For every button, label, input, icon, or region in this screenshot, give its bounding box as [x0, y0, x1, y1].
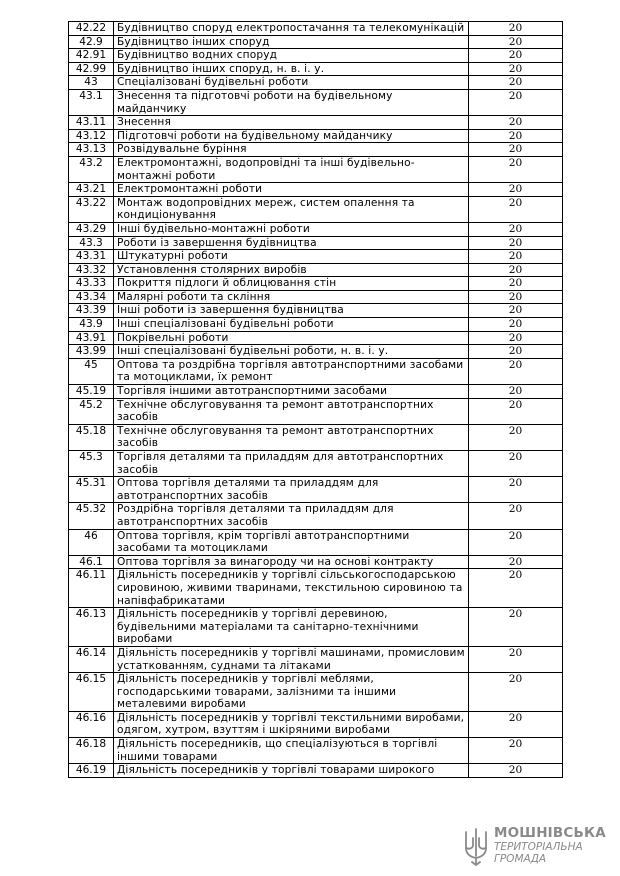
- table-row: [69, 555, 563, 569]
- activity-name-cell: Електромонтажні, водопровідні та інші будівельно-монтажні роботи: [114, 156, 469, 182]
- kved-code-cell: 43.3: [69, 236, 114, 250]
- table-row: [69, 385, 563, 399]
- activity-name-cell: Інші спеціалізовані будівельні роботи, н. в. і. у.: [114, 345, 469, 359]
- tax-rate-cell: 20: [469, 331, 563, 345]
- table-row: [69, 263, 563, 277]
- activity-name-cell: Інші будівельно-монтажні роботи: [114, 222, 469, 236]
- kved-code-cell: 45.19: [69, 385, 114, 399]
- activity-name-cell: Знесення та підготовчі роботи на будівельному майданчику: [114, 89, 469, 115]
- activity-name-cell: Роздрібна торгівля деталями та приладдям для автотранспортних засобів: [114, 503, 469, 529]
- table-row: [69, 62, 563, 76]
- tax-rate-cell: 20: [469, 451, 563, 477]
- tax-rate-cell: 20: [469, 35, 563, 49]
- kved-code-cell: 43.34: [69, 290, 114, 304]
- kved-code-cell: 45.2: [69, 398, 114, 424]
- tax-rate-cell: 20: [469, 236, 563, 250]
- kved-code-cell: 42.9: [69, 35, 114, 49]
- table-row: [69, 290, 563, 304]
- kved-code-cell: 45: [69, 358, 114, 384]
- logo-title: МОШНІВСЬКА: [494, 825, 606, 841]
- kved-code-cell: 43.29: [69, 222, 114, 236]
- tax-rate-cell: 20: [469, 477, 563, 503]
- activity-name-cell: Електромонтажні роботи: [114, 183, 469, 197]
- table-row: [69, 764, 563, 778]
- activity-name-cell: Будівництво водних споруд: [114, 49, 469, 63]
- kved-code-cell: 46: [69, 529, 114, 555]
- table-row: [69, 277, 563, 291]
- table-row: [69, 318, 563, 332]
- kved-code-cell: 43.91: [69, 331, 114, 345]
- tax-rate-cell: 20: [469, 385, 563, 399]
- table-row: [69, 345, 563, 359]
- community-logo: [463, 825, 606, 870]
- table-row: [69, 76, 563, 90]
- activity-name-cell: Будівництво інших споруд: [114, 35, 469, 49]
- kved-code-cell: 46.15: [69, 673, 114, 712]
- activity-name-cell: Монтаж водопровідних мереж, систем опалення та кондиціонування: [114, 196, 469, 222]
- kved-code-cell: 46.13: [69, 608, 114, 647]
- tax-rate-cell: 20: [469, 764, 563, 778]
- table-row: [69, 529, 563, 555]
- activity-name-cell: Оптова та роздрібна торгівля автотранспортними засобами та мотоциклами, їх ремонт: [114, 358, 469, 384]
- tax-rate-cell: 20: [469, 304, 563, 318]
- kved-code-cell: 46.18: [69, 738, 114, 764]
- table-row: [69, 673, 563, 712]
- table-row: [69, 569, 563, 608]
- table-row: [69, 196, 563, 222]
- logo-subtitle-2: ГРОМАДА: [494, 853, 547, 865]
- activity-name-cell: Оптова торгівля за винагороду чи на основі контракту: [114, 555, 469, 569]
- kved-code-cell: 43.33: [69, 277, 114, 291]
- tax-rate-cell: 20: [469, 290, 563, 304]
- tax-rate-cell: 20: [469, 62, 563, 76]
- kved-code-cell: 43.9: [69, 318, 114, 332]
- table-row: [69, 608, 563, 647]
- kved-code-cell: 43.11: [69, 116, 114, 130]
- activity-name-cell: Установлення столярних виробів: [114, 263, 469, 277]
- activity-name-cell: Оптова торгівля деталями та приладдям для автотранспортних засобів: [114, 477, 469, 503]
- kved-code-cell: 43.99: [69, 345, 114, 359]
- activity-name-cell: Діяльність посередників у торгівлі машинами, промисловим устаткованням, суднами та літаками: [114, 646, 469, 672]
- activity-name-cell: Покриття підлоги й облицювання стін: [114, 277, 469, 291]
- kved-code-cell: 42.99: [69, 62, 114, 76]
- tax-rate-cell: 20: [469, 358, 563, 384]
- table-row: [69, 424, 563, 450]
- tax-rate-cell: 20: [469, 646, 563, 672]
- kved-code-cell: 45.18: [69, 424, 114, 450]
- table-row: [69, 129, 563, 143]
- kved-code-cell: 46.11: [69, 569, 114, 608]
- table-row: [69, 451, 563, 477]
- kved-code-cell: 46.19: [69, 764, 114, 778]
- kved-code-cell: 45.31: [69, 477, 114, 503]
- table-row: [69, 358, 563, 384]
- table-row: [69, 22, 563, 36]
- activity-name-cell: Розвідувальне буріння: [114, 143, 469, 157]
- activity-name-cell: Діяльність посередників у торгівлі товарами широкого: [114, 764, 469, 778]
- tax-rate-cell: 20: [469, 424, 563, 450]
- tax-rate-cell: 20: [469, 222, 563, 236]
- table-row: [69, 236, 563, 250]
- tax-rate-cell: 20: [469, 143, 563, 157]
- activity-name-cell: Оптова торгівля, крім торгівлі автотранспортними засобами та мотоциклами: [114, 529, 469, 555]
- kved-code-cell: 43: [69, 76, 114, 90]
- table-row: [69, 143, 563, 157]
- table-row: [69, 250, 563, 264]
- activity-name-cell: Діяльність посередників, що спеціалізуються в торгівлі іншими товарами: [114, 738, 469, 764]
- table-row: [69, 331, 563, 345]
- table-row: [69, 711, 563, 737]
- kved-code-cell: 43.22: [69, 196, 114, 222]
- activity-name-cell: Інші спеціалізовані будівельні роботи: [114, 318, 469, 332]
- table-row: [69, 503, 563, 529]
- table-row: [69, 156, 563, 182]
- activity-name-cell: Будівництво споруд електропостачання та телекомунікацій: [114, 22, 469, 36]
- tax-rate-cell: 20: [469, 183, 563, 197]
- table-row: [69, 398, 563, 424]
- tax-rate-cell: 20: [469, 277, 563, 291]
- activity-name-cell: Діяльність посередників у торгівлі текстильними виробами, одягом, хутром, взуттям і шкіряними виробами: [114, 711, 469, 737]
- table-row: [69, 49, 563, 63]
- kved-code-cell: 43.13: [69, 143, 114, 157]
- kved-code-cell: 46.14: [69, 646, 114, 672]
- activity-name-cell: Будівництво інших споруд, н. в. і. у.: [114, 62, 469, 76]
- activity-name-cell: Малярні роботи та скління: [114, 290, 469, 304]
- table-row: [69, 116, 563, 130]
- kved-code-cell: 43.1: [69, 89, 114, 115]
- activity-name-cell: Знесення: [114, 116, 469, 130]
- tax-rate-cell: 20: [469, 673, 563, 712]
- kved-code-cell: 43.31: [69, 250, 114, 264]
- kved-code-cell: 42.22: [69, 22, 114, 36]
- tax-rate-cell: 20: [469, 49, 563, 63]
- activity-name-cell: Роботи із завершення будівництва: [114, 236, 469, 250]
- kved-code-cell: 43.39: [69, 304, 114, 318]
- activity-name-cell: Штукатурні роботи: [114, 250, 469, 264]
- table-row: [69, 304, 563, 318]
- tax-rate-cell: 20: [469, 76, 563, 90]
- activity-name-cell: Торгівля іншими автотранспортними засобами: [114, 385, 469, 399]
- table-body: [69, 22, 563, 778]
- activity-name-cell: Діяльність посередників у торгівлі сільськогосподарською сировиною, живими тваринами, текстильною сировиною та напівфабрикатами: [114, 569, 469, 608]
- kved-rate-table: [68, 21, 563, 778]
- activity-name-cell: Торгівля деталями та приладдям для автотранспортних засобів: [114, 451, 469, 477]
- tax-rate-cell: 20: [469, 129, 563, 143]
- tax-rate-cell: 20: [469, 738, 563, 764]
- tax-rate-cell: 20: [469, 89, 563, 115]
- tax-rate-cell: 20: [469, 116, 563, 130]
- kved-code-cell: 43.2: [69, 156, 114, 182]
- kved-code-cell: 45.3: [69, 451, 114, 477]
- kved-code-cell: 42.91: [69, 49, 114, 63]
- trident-icon: [463, 826, 489, 868]
- tax-rate-cell: 20: [469, 569, 563, 608]
- tax-rate-cell: 20: [469, 318, 563, 332]
- table-row: [69, 183, 563, 197]
- kved-code-cell: 43.21: [69, 183, 114, 197]
- tax-rate-cell: 20: [469, 22, 563, 36]
- tax-rate-cell: 20: [469, 196, 563, 222]
- tax-rate-cell: 20: [469, 608, 563, 647]
- tax-rate-cell: 20: [469, 529, 563, 555]
- tax-rate-cell: 20: [469, 250, 563, 264]
- tax-rate-cell: 20: [469, 398, 563, 424]
- table-row: [69, 646, 563, 672]
- table-row: [69, 35, 563, 49]
- kved-code-cell: 43.32: [69, 263, 114, 277]
- table-row: [69, 222, 563, 236]
- activity-name-cell: Покрівельні роботи: [114, 331, 469, 345]
- activity-name-cell: Технічне обслуговування та ремонт автотранспортних засобів: [114, 398, 469, 424]
- kved-code-cell: 46.16: [69, 711, 114, 737]
- kved-code-cell: 45.32: [69, 503, 114, 529]
- table-row: [69, 738, 563, 764]
- tax-rate-cell: 20: [469, 156, 563, 182]
- activity-name-cell: Інші роботи із завершення будівництва: [114, 304, 469, 318]
- tax-rate-cell: 20: [469, 711, 563, 737]
- activity-name-cell: Підготовчі роботи на будівельному майданчику: [114, 129, 469, 143]
- logo-subtitle-1: ТЕРИТОРІАЛЬНА: [494, 841, 583, 853]
- tax-rate-cell: 20: [469, 263, 563, 277]
- activity-name-cell: Діяльність посередників у торгівлі меблями, господарськими товарами, залізними та іншими металевими виробами: [114, 673, 469, 712]
- tax-rate-cell: 20: [469, 503, 563, 529]
- activity-name-cell: Діяльність посередників у торгівлі деревиною, будівельними матеріалами та санітарно-технічними виробами: [114, 608, 469, 647]
- tax-rate-cell: 20: [469, 555, 563, 569]
- table-row: [69, 89, 563, 115]
- table-row: [69, 477, 563, 503]
- kved-code-cell: 46.1: [69, 555, 114, 569]
- kved-code-cell: 43.12: [69, 129, 114, 143]
- tax-rate-cell: 20: [469, 345, 563, 359]
- activity-name-cell: Технічне обслуговування та ремонт автотранспортних засобів: [114, 424, 469, 450]
- activity-name-cell: Спеціалізовані будівельні роботи: [114, 76, 469, 90]
